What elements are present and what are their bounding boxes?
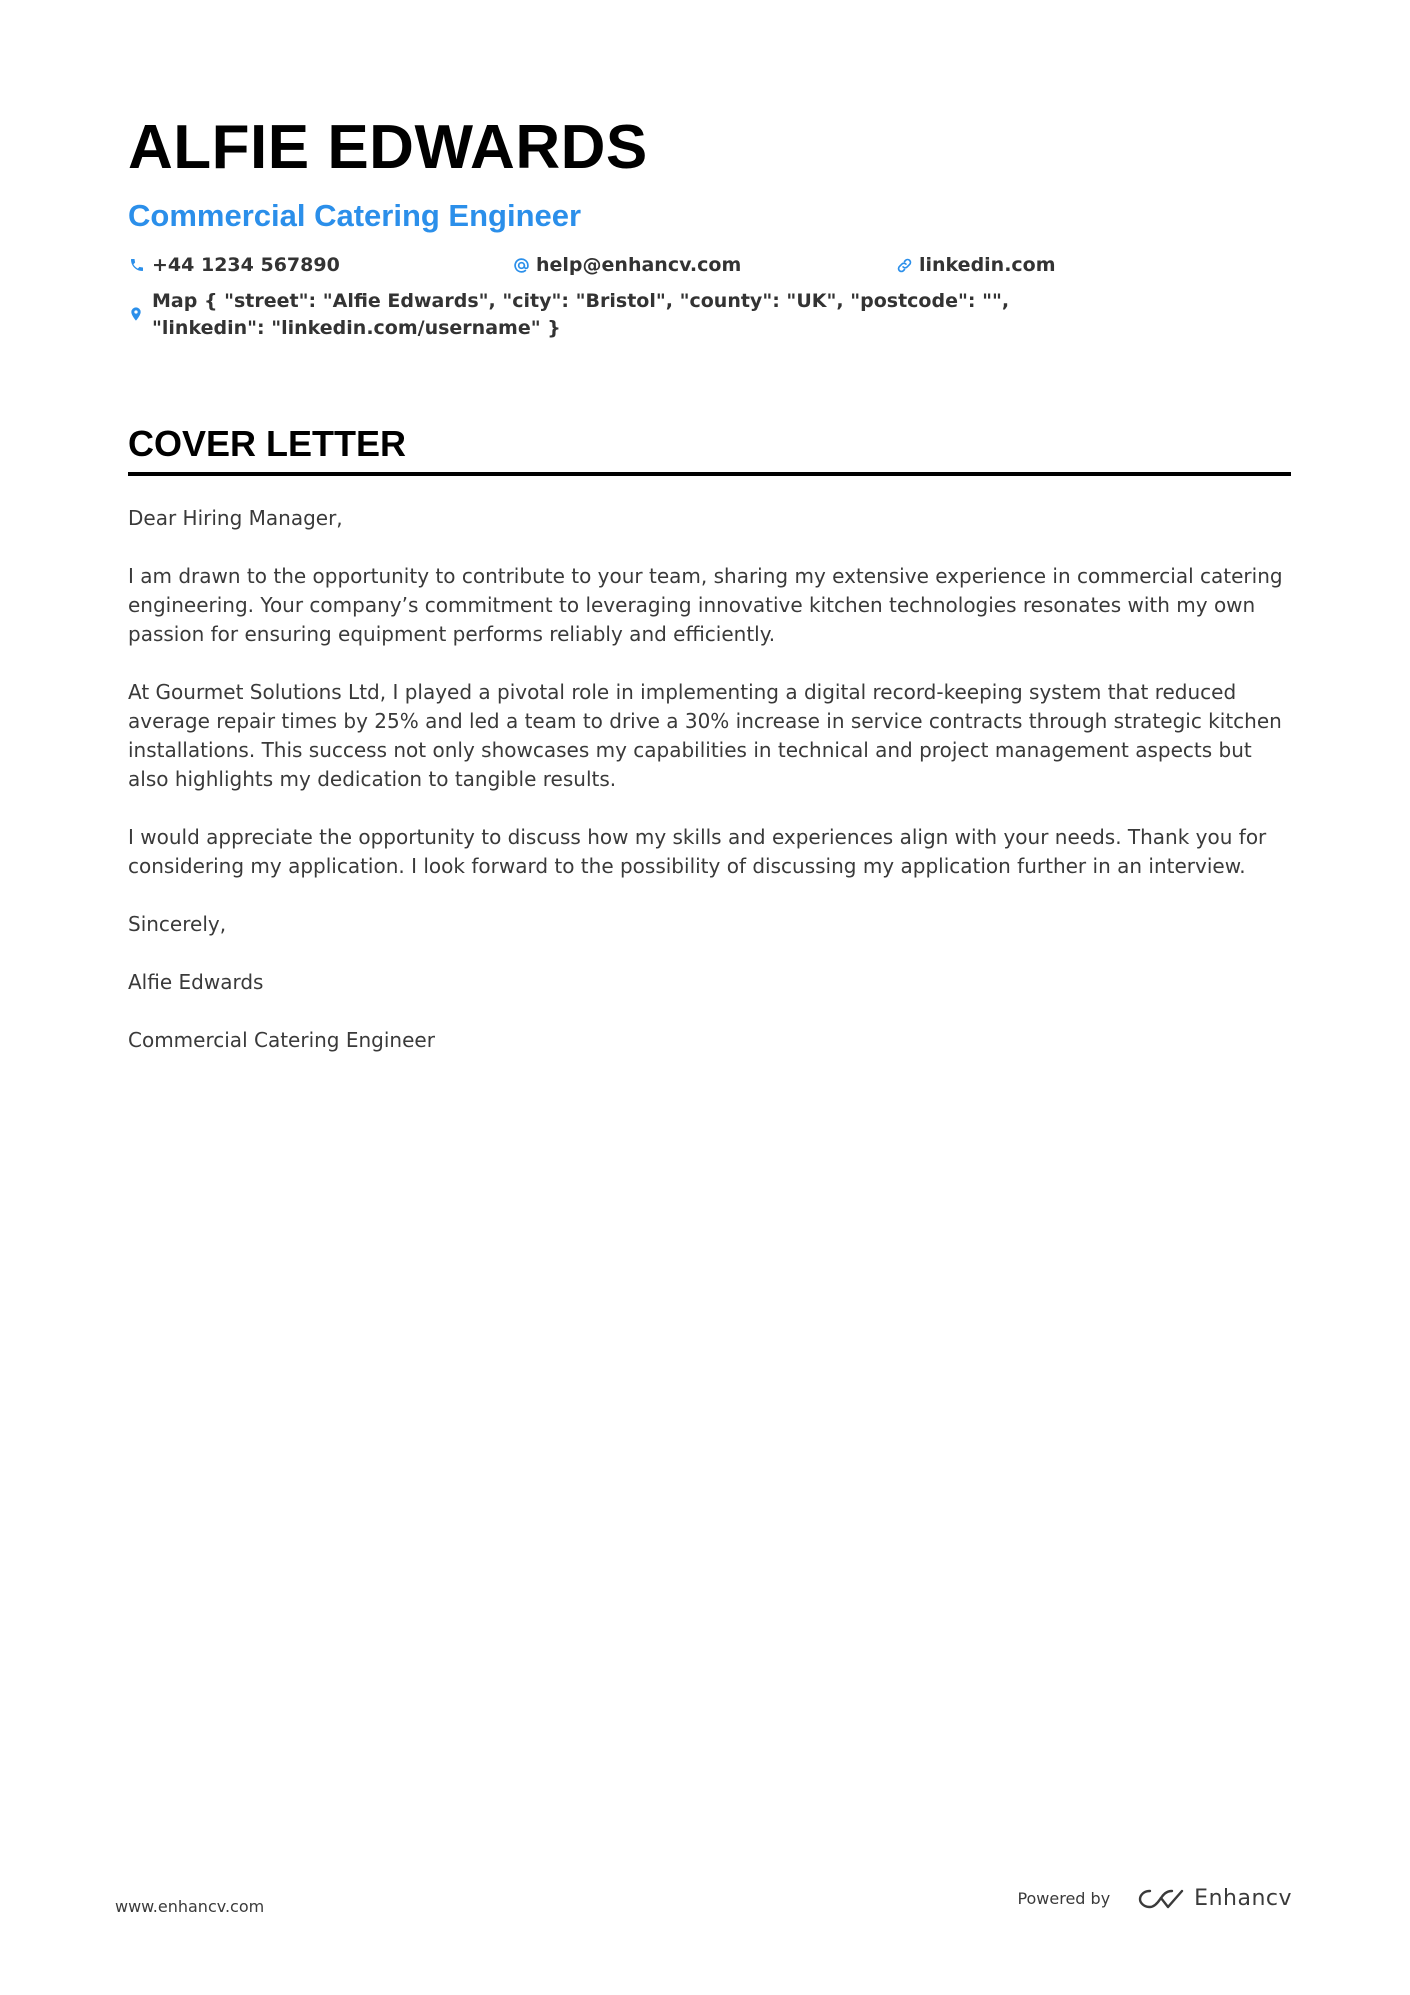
footer-website[interactable]: www.enhancv.com <box>115 1897 265 1916</box>
candidate-name: ALFIE EDWARDS <box>128 113 648 182</box>
linkedin-text[interactable]: linkedin.com <box>919 254 1056 276</box>
closing: Sincerely, <box>128 912 227 936</box>
cover-letter-section <box>128 420 1291 1084</box>
at-icon <box>512 256 530 274</box>
header <box>128 108 1293 342</box>
candidate-title: Commercial Catering Engineer <box>128 198 582 233</box>
footer-branding <box>1017 1886 1292 1911</box>
powered-by-label: Powered by <box>1017 1889 1111 1908</box>
contact-address <box>128 288 1128 342</box>
contact-row <box>128 248 1293 282</box>
letter-paragraph: I am drawn to the opportunity to contribute to your team, sharing my extensive experience in commercial catering engineering. Your company’s commitment to leveraging innovative kitchen technologies resonates with my own passion for ensuring equipment performs reliably and efficiently. <box>128 564 1283 646</box>
phone-icon <box>128 256 146 274</box>
signature-title: Commercial Catering Engineer <box>128 1028 435 1052</box>
enhancv-logo-icon[interactable] <box>1138 1886 1292 1911</box>
phone-text[interactable]: +44 1234 567890 <box>152 254 340 276</box>
link-icon <box>895 256 913 274</box>
letter-paragraph: At Gourmet Solutions Ltd, I played a pivotal role in implementing a digital record-keeping system that reduced average repair times by 25% and led a team to drive a 30% increase in service contracts through strategic kitchen installations. This success not only showcases my capabilities in technical and project management aspects but also highlights my dedication to tangible results. <box>128 680 1282 791</box>
map-pin-icon <box>128 304 146 322</box>
address-text: Map { "street": "Alfie Edwards", "city": "Bristol", "county": "UK", "postcode": "", "linkedin": "linkedin.com/username" } <box>152 290 1010 339</box>
contact-email <box>512 248 741 282</box>
letter-paragraph: I would appreciate the opportunity to discuss how my skills and experiences align with your needs. Thank you for considering my application. I look forward to the possibility of discussing my application further in an interview. <box>128 825 1267 878</box>
brand-name: Enhancv <box>1194 1886 1292 1911</box>
contact-linkedin <box>895 248 1056 282</box>
signature-name: Alfie Edwards <box>128 970 264 994</box>
email-text[interactable]: help@enhancv.com <box>536 254 742 276</box>
section-divider <box>128 472 1291 476</box>
letter-body <box>128 504 1291 1055</box>
salutation: Dear Hiring Manager, <box>128 506 343 530</box>
section-title: COVER LETTER <box>128 423 407 464</box>
contact-phone <box>128 248 340 282</box>
